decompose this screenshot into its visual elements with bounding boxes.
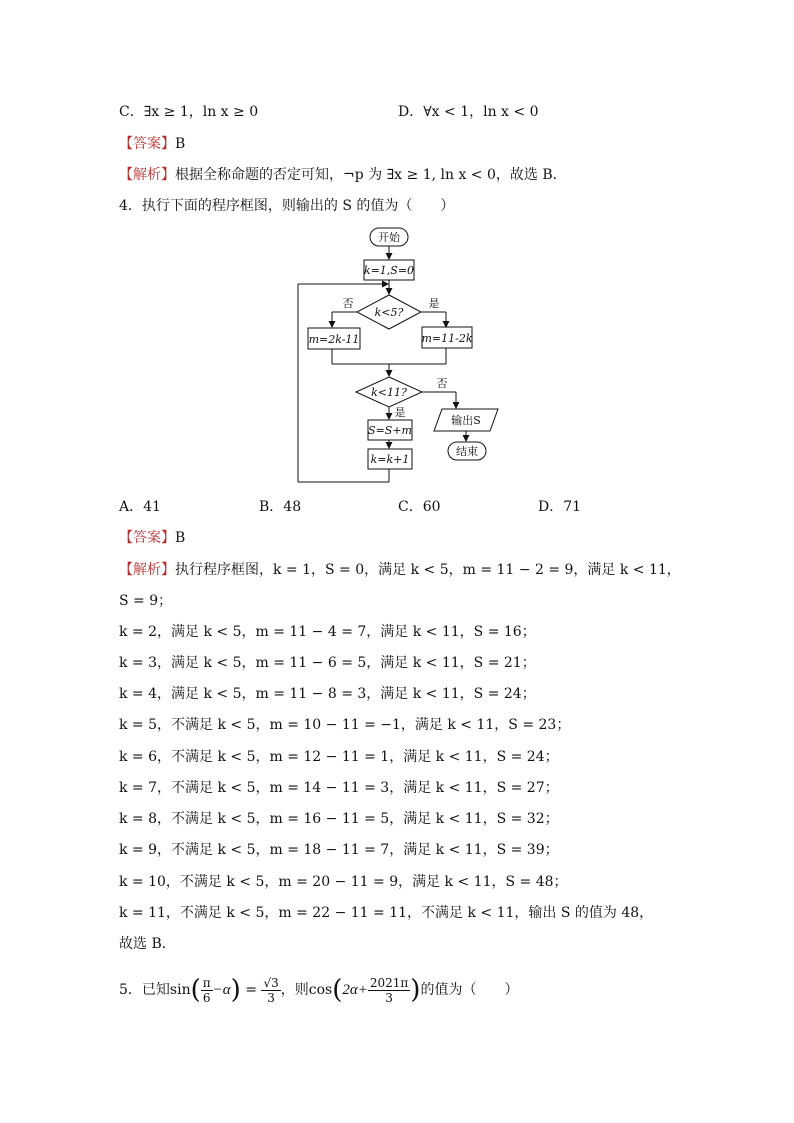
start-label: 开始: [378, 231, 400, 244]
update-k-label: k=k+1: [370, 453, 410, 466]
analysis-line: k = 8，不满足 k < 5，m = 16 − 11 = 5，满足 k < 11，S = 32；: [119, 811, 559, 827]
equals-sign: =: [245, 982, 257, 998]
option-d: D．71: [538, 499, 582, 515]
question-5-stem: [119, 968, 518, 1012]
analysis-line: k = 6，不满足 k < 5，m = 12 − 11 = 1，满足 k < 11，S = 24；: [119, 749, 559, 765]
question-4-stem: 4．执行下面的程序框图，则输出的 S 的值为（ ）: [119, 198, 455, 214]
frac-denominator: 3: [267, 990, 275, 1005]
m-yes-label: m=11-2k: [421, 332, 473, 345]
analysis-line: k = 3，满足 k < 5，m = 11 − 6 = 5，满足 k < 11，S = 21；: [119, 655, 536, 671]
no-1-label: 否: [342, 297, 354, 310]
analysis-line: k = 10，不满足 k < 5，m = 20 − 11 = 9，满足 k < 11，S = 48；: [119, 874, 568, 890]
analysis-line: k = 4，满足 k < 5，m = 11 − 8 = 3，满足 k < 11，S = 24；: [119, 686, 536, 702]
answer-value: B: [175, 136, 186, 152]
answer-tag: 【答案】: [119, 530, 175, 546]
flowchart: [290, 224, 520, 486]
yes-1-label: 是: [428, 297, 440, 310]
2021pi-over-3: [368, 976, 410, 1005]
q5-cos: cos: [308, 982, 333, 998]
frac-numerator: π: [202, 975, 211, 990]
q5-then: ，则: [280, 982, 309, 998]
option-b: B．48: [259, 499, 302, 515]
option-a: A．41: [119, 499, 161, 515]
frac-numerator: √3: [263, 975, 279, 990]
answer-tag: 【答案】: [119, 136, 175, 152]
left-paren: (: [332, 975, 343, 1005]
frac-denominator: 3: [385, 990, 393, 1005]
q5-suffix: 的值为（ ）: [420, 982, 519, 998]
option-d: D．∀x < 1，ln x < 0: [398, 104, 539, 120]
pi-over-6: [201, 976, 213, 1005]
option-c: C．60: [398, 499, 441, 515]
m-no-label: m=2k-11: [308, 333, 360, 346]
answer-row-q3: [119, 135, 185, 153]
analysis-line: k = 5，不满足 k < 5，m = 10 − 11 = −1，满足 k < 11，S = 23；: [119, 717, 571, 733]
analysis-row-q3: [119, 166, 567, 184]
end-label: 结束: [456, 445, 478, 458]
left-paren: (: [190, 975, 201, 1005]
no-2-label: 否: [436, 377, 448, 390]
frac-denominator: 6: [202, 990, 211, 1005]
update-s-label: S=S+m: [368, 424, 412, 437]
right-paren: ): [230, 975, 241, 1005]
frac-numerator: 2021π: [369, 975, 409, 990]
analysis-line: S = 9；: [119, 593, 173, 609]
analysis-tag: 【解析】: [119, 167, 175, 183]
right-paren: ): [410, 975, 421, 1005]
analysis-line: 故选 B．: [119, 936, 176, 952]
minus-alpha: −α: [212, 982, 231, 998]
analysis-line: k = 9，不满足 k < 5，m = 18 − 11 = 7，满足 k < 11，S = 39；: [119, 842, 559, 858]
condition-1-label: k<5?: [374, 306, 404, 319]
two-alpha-plus: 2α+: [342, 982, 368, 998]
answer-row-q4: [119, 529, 185, 547]
analysis-line: k = 2，满足 k < 5，m = 11 − 4 = 7，满足 k < 11，S = 16；: [119, 624, 536, 640]
analysis-tag: 【解析】: [119, 562, 175, 578]
init-label: k=1,S=0: [363, 264, 415, 277]
yes-2-label: 是: [394, 406, 406, 419]
analysis-line: 执行程序框图，k = 1，S = 0，满足 k < 5，m = 11 − 2 = 9，满足 k < 11，: [175, 562, 681, 578]
condition-2-label: k<11?: [371, 386, 407, 399]
output-label: 输出S: [451, 414, 481, 427]
analysis-text: 根据全称命题的否定可知，¬p 为 ∃x ≥ 1, ln x < 0，故选 B．: [175, 167, 567, 183]
q5-prefix: 5．已知: [119, 982, 170, 998]
sqrt3-over-3: [261, 976, 280, 1005]
analysis-row-q4: [119, 561, 681, 579]
analysis-line: k = 11，不满足 k < 5，m = 22 − 11 = 11，不满足 k < 11，输出 S 的值为 48，: [119, 905, 654, 921]
analysis-line: k = 7，不满足 k < 5，m = 14 − 11 = 3，满足 k < 11，S = 27；: [119, 780, 559, 796]
q5-sin: sin: [169, 982, 191, 998]
option-c: C．∃x ≥ 1，ln x ≥ 0: [119, 104, 259, 120]
answer-value: B: [175, 530, 186, 546]
